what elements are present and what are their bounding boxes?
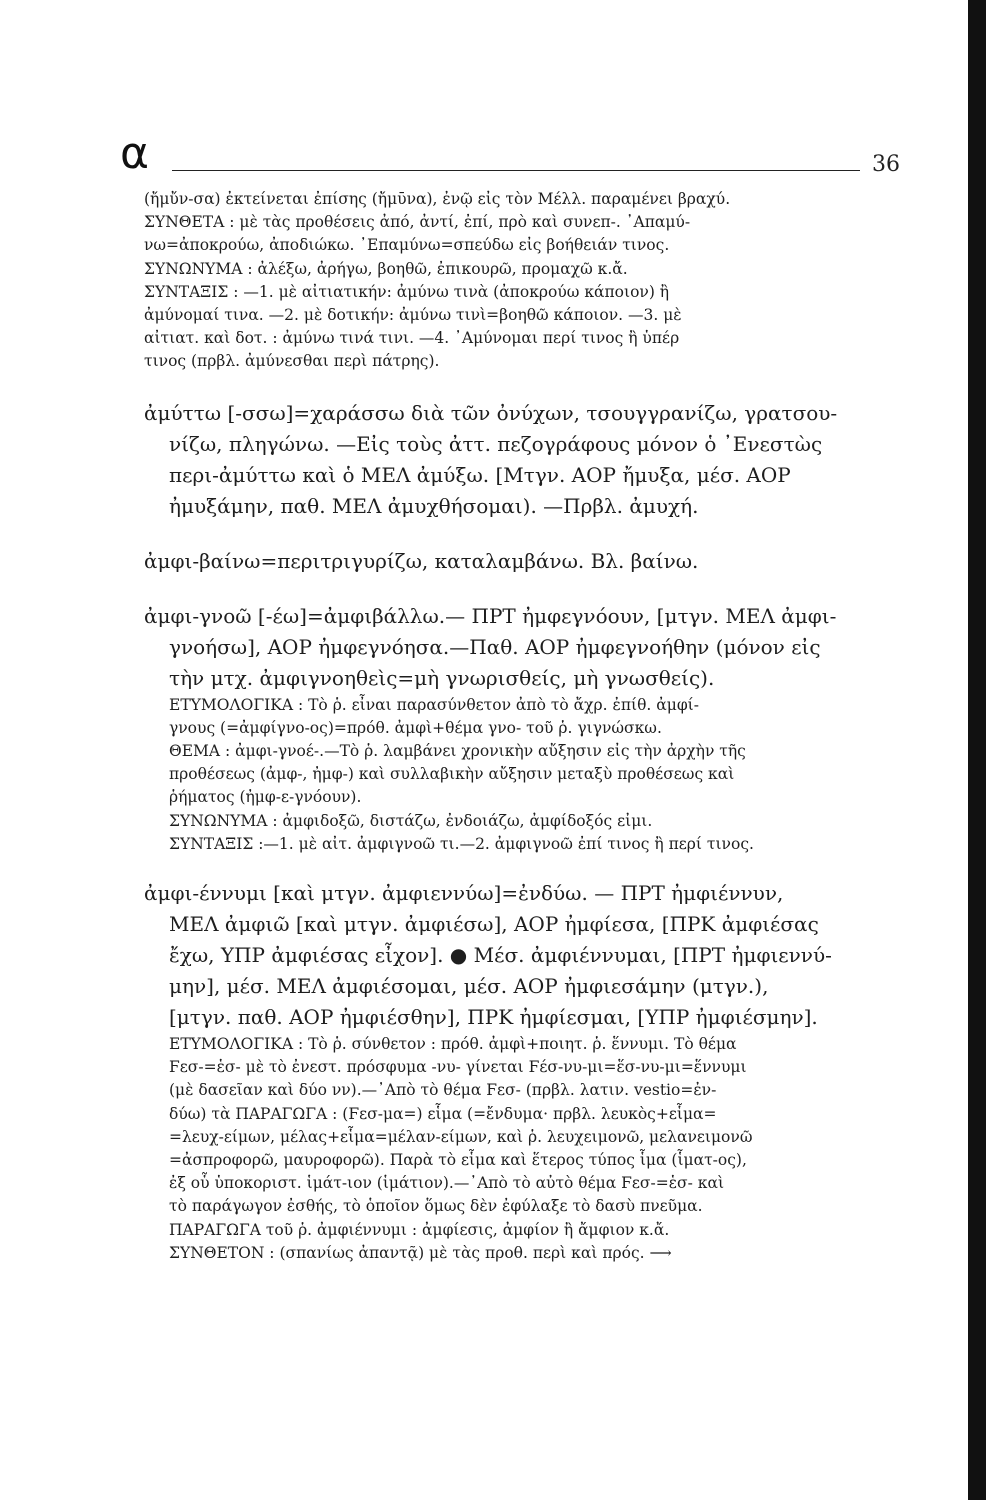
entry-headline: ἀμφι-γνοῶ [-έω]=ἀμφιβάλλω.— ΠΡΤ ἠμφεγνόουν, [μτγν. ΜΕΛ ἀμφι- [144, 603, 837, 628]
entry-headline: ἀμφι-βαίνω=περιτριγυρίζω, καταλαμβάνω. Βλ. βαίνω. [144, 548, 699, 573]
text-line: μην], μέσ. ΜΕΛ ἀμφιέσομαι, μέσ. ΑΟΡ ἠμφιεσάμην (μτγν.), [169, 974, 769, 999]
note-line: ΕΤΥΜΟΛΟΓΙΚΑ : Τὸ ῥ. εἶναι παρασύνθετον ἀπὸ τὸ ἄχρ. ἐπίθ. ἀμφί- [169, 695, 699, 714]
entry-amphibaino [144, 546, 914, 577]
text-line: περι-ἀμύττω καὶ ὁ ΜΕΛ ἀμύξω. [Μτγν. ΑΟΡ ἤμυξα, μέσ. ΑΟΡ [169, 462, 791, 487]
text-line: αἰτιατ. καὶ δοτ. : ἀμύνω τινά τινι. —4. ᾿Αμύνομαι περί τινος ἢ ὑπέρ [144, 329, 680, 348]
note-line: τὸ παράγωγον ἐσθής, τὸ ὁποῖον ὅμως δὲν ἐφύλαξε τὸ δασὺ πνεῦμα. [169, 1197, 703, 1216]
note-line: ΕΤΥΜΟΛΟΓΙΚΑ : Τὸ ῥ. σύνθετον : πρόθ. ἀμφὶ+ποιητ. ῥ. ἕννυμι. Τὸ θέμα [169, 1035, 737, 1054]
note-line: ΣΥΝΩΝΥΜΑ : ἀμφιδοξῶ, διστάζω, ἐνδοιάζω, ἀμφίδοξός εἰμι. [169, 811, 653, 830]
note-line: =ἀσπροφορῶ, μαυροφορῶ). Παρὰ τὸ εἷμα καὶ ἕτερος τύπος ἷμα (ἷματ-ος), [169, 1151, 747, 1170]
text-line: νω=ἀποκρούω, ἀποδιώκω. ᾿Επαμύνω=σπεύδω εἰς βοήθειάν τινος. [144, 236, 670, 255]
section-letter: α [120, 128, 150, 179]
note-line: γνους (=ἀμφίγνο-ος)=πρόθ. ἀμφὶ+θέμα γνο- τοῦ ῥ. γιγνώσκω. [169, 718, 662, 737]
header-rule [172, 170, 860, 171]
text-line: ΣΥΝΩΝΥΜΑ : ἀλέξω, ἀρήγω, βοηθῶ, ἐπικουρῶ, προμαχῶ κ.ἄ. [144, 259, 628, 278]
body-text [144, 188, 914, 1265]
entry-amphiennymi [144, 878, 914, 1265]
text-line: νίζω, πληγώνω. —Εἰς τοὺς ἀττ. πεζογράφους μόνον ὁ ᾿Ενεστὼς [169, 431, 823, 456]
note-line: Ϝεσ-=ἑσ- μὲ τὸ ἐνεστ. πρόσφυμα -νυ- γίνεται Ϝέσ-νυ-μι=ἕσ-νυ-μι=ἕννυμι [169, 1058, 747, 1077]
text-line: (ἤμὔν-σα) ἐκτείνεται ἐπίσης (ἤμῡνα), ἐνῷ εἰς τὸν Μέλλ. παραμένει βραχύ. [144, 190, 731, 208]
text-line: ἔχω, ΥΠΡ ἀμφιέσας εἶχον]. ● Μέσ. ἀμφιέννυμαι, [ΠΡΤ ἠμφιεννύ- [169, 943, 832, 968]
text-line: [μτγν. παθ. ΑΟΡ ἠμφιέσθην], ΠΡΚ ἠμφίεσμαι, [ΥΠΡ ἠμφιέσμην]. [169, 1005, 818, 1030]
entry-headline: ἀμύττω [-σσω]=χαράσσω διὰ τῶν ὀνύχων, τσουγγρανίζω, γρατσου- [144, 400, 838, 425]
note-line: (μὲ δασεῖαν καὶ δύο νν).—᾿Απὸ τὸ θέμα Ϝεσ- (πρβλ. λατιν. vestio=ἐν- [169, 1081, 717, 1100]
text-line: ΣΥΝΘΕΤΑ : μὲ τὰς προθέσεις ἀπό, ἀντί, ἐπί, πρὸ καὶ συνεπ-. ᾿Απαμύ- [144, 213, 691, 232]
note-line: ΣΥΝΤΑΞΙΣ :—1. μὲ αἰτ. ἀμφιγνοῶ τι.—2. ἀμφιγνοῶ ἐπί τινος ἢ περί τινος. [169, 834, 754, 853]
note-line: ῥήματος (ἠμφ-ε-γνόουν). [169, 788, 362, 807]
note-line: ΘΕΜΑ : ἀμφι-γνοέ-.—Τὸ ῥ. λαμβάνει χρονικὴν αὔξησιν εἰς τὴν ἀρχὴν τῆς [169, 742, 746, 761]
note-line: =λευχ-είμων, μέλας+εἷμα=μέλαν-είμων, καὶ ῥ. λευχειμονῶ, μελανειμονῶ [169, 1127, 753, 1146]
text-line: ΣΥΝΤΑΞΙΣ : —1. μὲ αἰτιατικήν: ἀμύνω τινὰ (ἀποκρούω κάποιον) ἢ [144, 282, 670, 301]
text-line: ἀμύνομαί τινα. —2. μὲ δοτικήν: ἀμύνω τινὶ=βοηθῶ κάποιον. —3. μὲ [144, 306, 682, 325]
text-line: γνοήσω], ΑΟΡ ἠμφεγνόησα.—Παθ. ΑΟΡ ἠμφεγνοήθην (μόνον εἰς [169, 634, 821, 659]
entry-amytto [144, 398, 914, 522]
text-line: τὴν μτχ. ἀμφιγνοηθεὶς=μὴ γνωρισθείς, μὴ γνωσθείς). [169, 665, 715, 690]
entry-amphignoo [144, 601, 914, 856]
note-line: ΠΑΡΑΓΩΓΑ τοῦ ῥ. ἀμφιέννυμι : ἀμφίεσις, ἀμφίον ἢ ἄμφιον κ.ἄ. [169, 1220, 670, 1239]
text-line: ΜΕΛ ἀμφιῶ [καὶ μτγν. ἀμφιέσω], ΑΟΡ ἠμφίεσα, [ΠΡΚ ἀμφιέσας [169, 912, 819, 937]
page-number: 36 [872, 152, 900, 177]
note-line: ΣΥΝΘΕΤΟΝ : (σπανίως ἀπαντᾷ) μὲ τὰς προθ. περὶ καὶ πρός. ⟶ [169, 1243, 672, 1262]
note-line: δύω) τὰ ΠΑΡΑΓΩΓΑ : (Ϝεσ-μα=) εἷμα (=ἔνδυμα· πρβλ. λευκὸς+εἷμα= [169, 1104, 717, 1123]
entry-headline: ἀμφι-έννυμι [καὶ μτγν. ἀμφιεννύω]=ἐνδύω. — ΠΡΤ ἠμφιέννυν, [144, 881, 784, 906]
note-line: προθέσεως (ἀμφ-, ἠμφ-) καὶ συλλαβικὴν αὔξησιν μεταξὺ προθέσεως καὶ [169, 765, 735, 784]
text-line: τινος (πρβλ. ἀμύνεσθαι περὶ πάτρης). [144, 352, 440, 371]
entry-amyno-continuation [144, 188, 914, 374]
note-line: ἐξ οὗ ὑποκοριστ. ἱμάτ-ιον (ἱμάτιον).—᾿Απὸ τὸ αὐτὸ θέμα Ϝεσ-=ἑσ- καὶ [169, 1174, 725, 1193]
text-line: ἠμυξάμην, παθ. ΜΕΛ ἀμυχθήσομαι). —Πρβλ. ἀμυχή. [169, 493, 699, 518]
